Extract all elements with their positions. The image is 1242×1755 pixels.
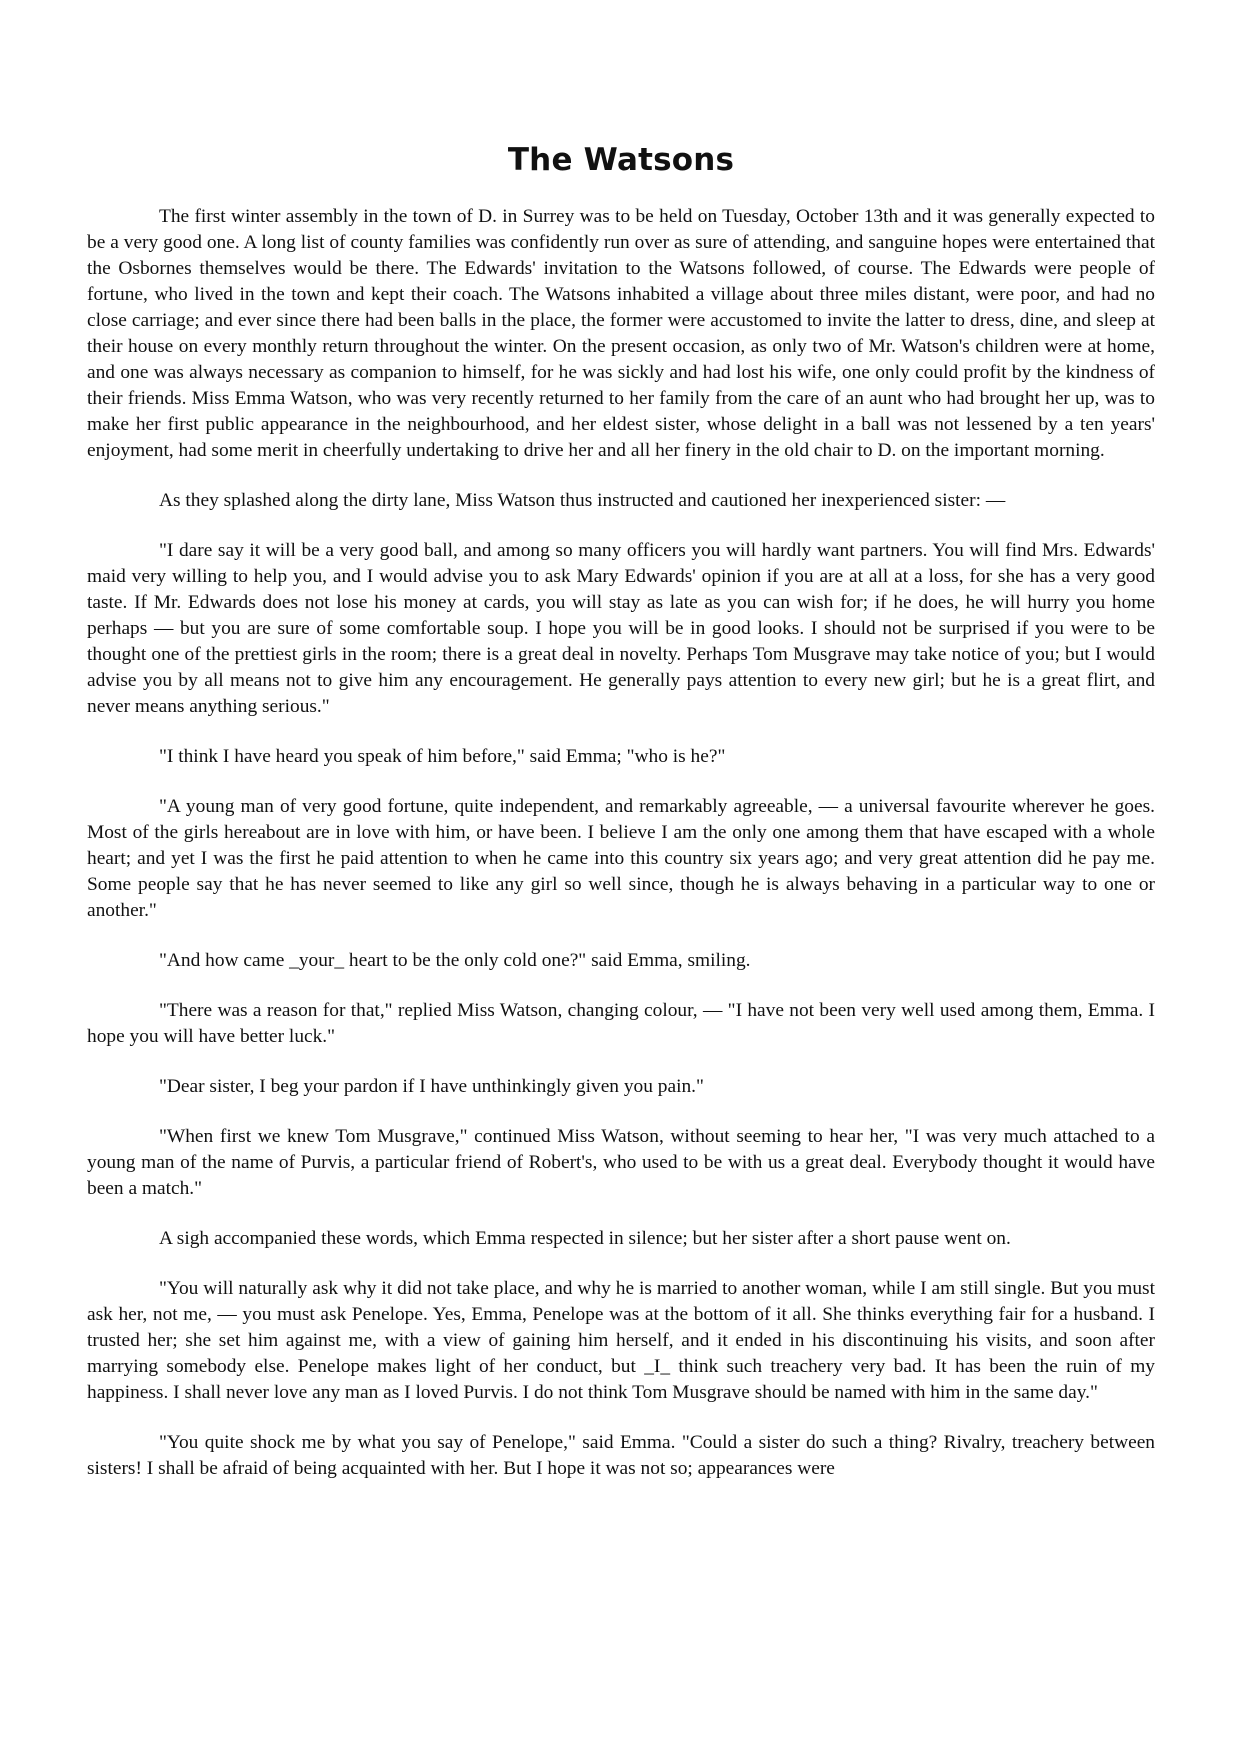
- paragraph-10: A sigh accompanied these words, which Emma respected in silence; but her sister after a short pause went on.: [159, 1228, 1011, 1249]
- paragraph-9: "When first we knew Tom Musgrave," continued Miss Watson, without seeming to hear her, "I was very much attached to a young man of the name of Purvis, a particular friend of Robert's, who used to be with us a great deal. Everybody thought it would have been a match.": [87, 1126, 1155, 1199]
- paragraph-1: The first winter assembly in the town of D. in Surrey was to be held on Tuesday, October 13th and it was generally expected to be a very good one. A long list of county families was confidently run over as sure of attending, and sanguine hopes were entertained that the Osbornes themselves would be there. The Edwards' invitation to the Watsons followed, of course. The Edwards were people of fortune, who lived in the town and kept their coach. The Watsons inhabited a village about three miles distant, were poor, and had no close carriage; and ever since there had been balls in the place, the former were accustomed to invite the latter to dress, dine, and sleep at their house on every monthly return throughout the winter. On the present occasion, as only two of Mr. Watson's children were at home, and one was always necessary as companion to himself, for he was sickly and had lost his wife, one only could profit by the kindness of their friends. Miss Emma Watson, who was very recently returned to her family from the care of an aunt who had brought her up, was to make her first public appearance in the neighbourhood, and her eldest sister, whose delight in a ball was not lessened by a ten years' enjoyment, had some merit in cheerfully undertaking to drive her and all her finery in the old chair to D. on the important morning.: [87, 206, 1155, 461]
- document-body: [87, 204, 1155, 1482]
- paragraph-2: As they splashed along the dirty lane, Miss Watson thus instructed and cautioned her inexperienced sister: —: [159, 490, 1006, 511]
- paragraph-8: "Dear sister, I beg your pardon if I have unthinkingly given you pain.": [159, 1076, 704, 1097]
- document-title: The Watsons: [507, 142, 735, 178]
- paragraph-5: "A young man of very good fortune, quite independent, and remarkably agreeable, — a universal favourite wherever he goes. Most of the girls hereabout are in love with him, or have been. I believe I am the only one among them that have escaped with a whole heart; and yet I was the first he paid attention to when he came into this country six years ago; and very great attention did he pay me. Some people say that he has never seemed to like any girl so well since, though he is always behaving in a particular way to one or another.": [87, 796, 1155, 921]
- paragraph-11: "You will naturally ask why it did not take place, and why he is married to another woman, while I am still single. But you must ask her, not me, — you must ask Penelope. Yes, Emma, Penelope was at the bottom of it all. She thinks everything fair for a husband. I trusted her; she set him against me, with a view of gaining him herself, and it ended in his discontinuing his visits, and soon after marrying somebody else. Penelope makes light of her conduct, but _I_ think such treachery very bad. It has been the ruin of my happiness. I shall never love any man as I loved Purvis. I do not think Tom Musgrave should be named with him in the same day.": [87, 1278, 1155, 1403]
- paragraph-3: "I dare say it will be a very good ball, and among so many officers you will hardly want partners. You will find Mrs. Edwards' maid very willing to help you, and I would advise you to ask Mary Edwards' opinion if you are at all at a loss, for she has a very good taste. If Mr. Edwards does not lose his money at cards, you will stay as late as you can wish for; if he does, he will hurry you home perhaps — but you are sure of some comfortable soup. I hope you will be in good looks. I should not be surprised if you were to be thought one of the prettiest girls in the room; there is a great deal in novelty. Perhaps Tom Musgrave may take notice of you; but I would advise you by all means not to give him any encouragement. He generally pays attention to every new girl; but he is a great flirt, and never means anything serious.": [87, 540, 1155, 717]
- paragraph-4: "I think I have heard you speak of him before," said Emma; "who is he?": [159, 746, 726, 767]
- paragraph-12: "You quite shock me by what you say of Penelope," said Emma. "Could a sister do such a thing? Rivalry, treachery between sisters! I shall be afraid of being acquainted with her. But I hope it was not so; appearances were: [87, 1432, 1155, 1479]
- document-page: [87, 0, 1155, 1755]
- paragraph-7: "There was a reason for that," replied Miss Watson, changing colour, — "I have not been very well used among them, Emma. I hope you will have better luck.": [87, 1000, 1155, 1047]
- paragraph-6: "And how came _your_ heart to be the only cold one?" said Emma, smiling.: [159, 950, 751, 971]
